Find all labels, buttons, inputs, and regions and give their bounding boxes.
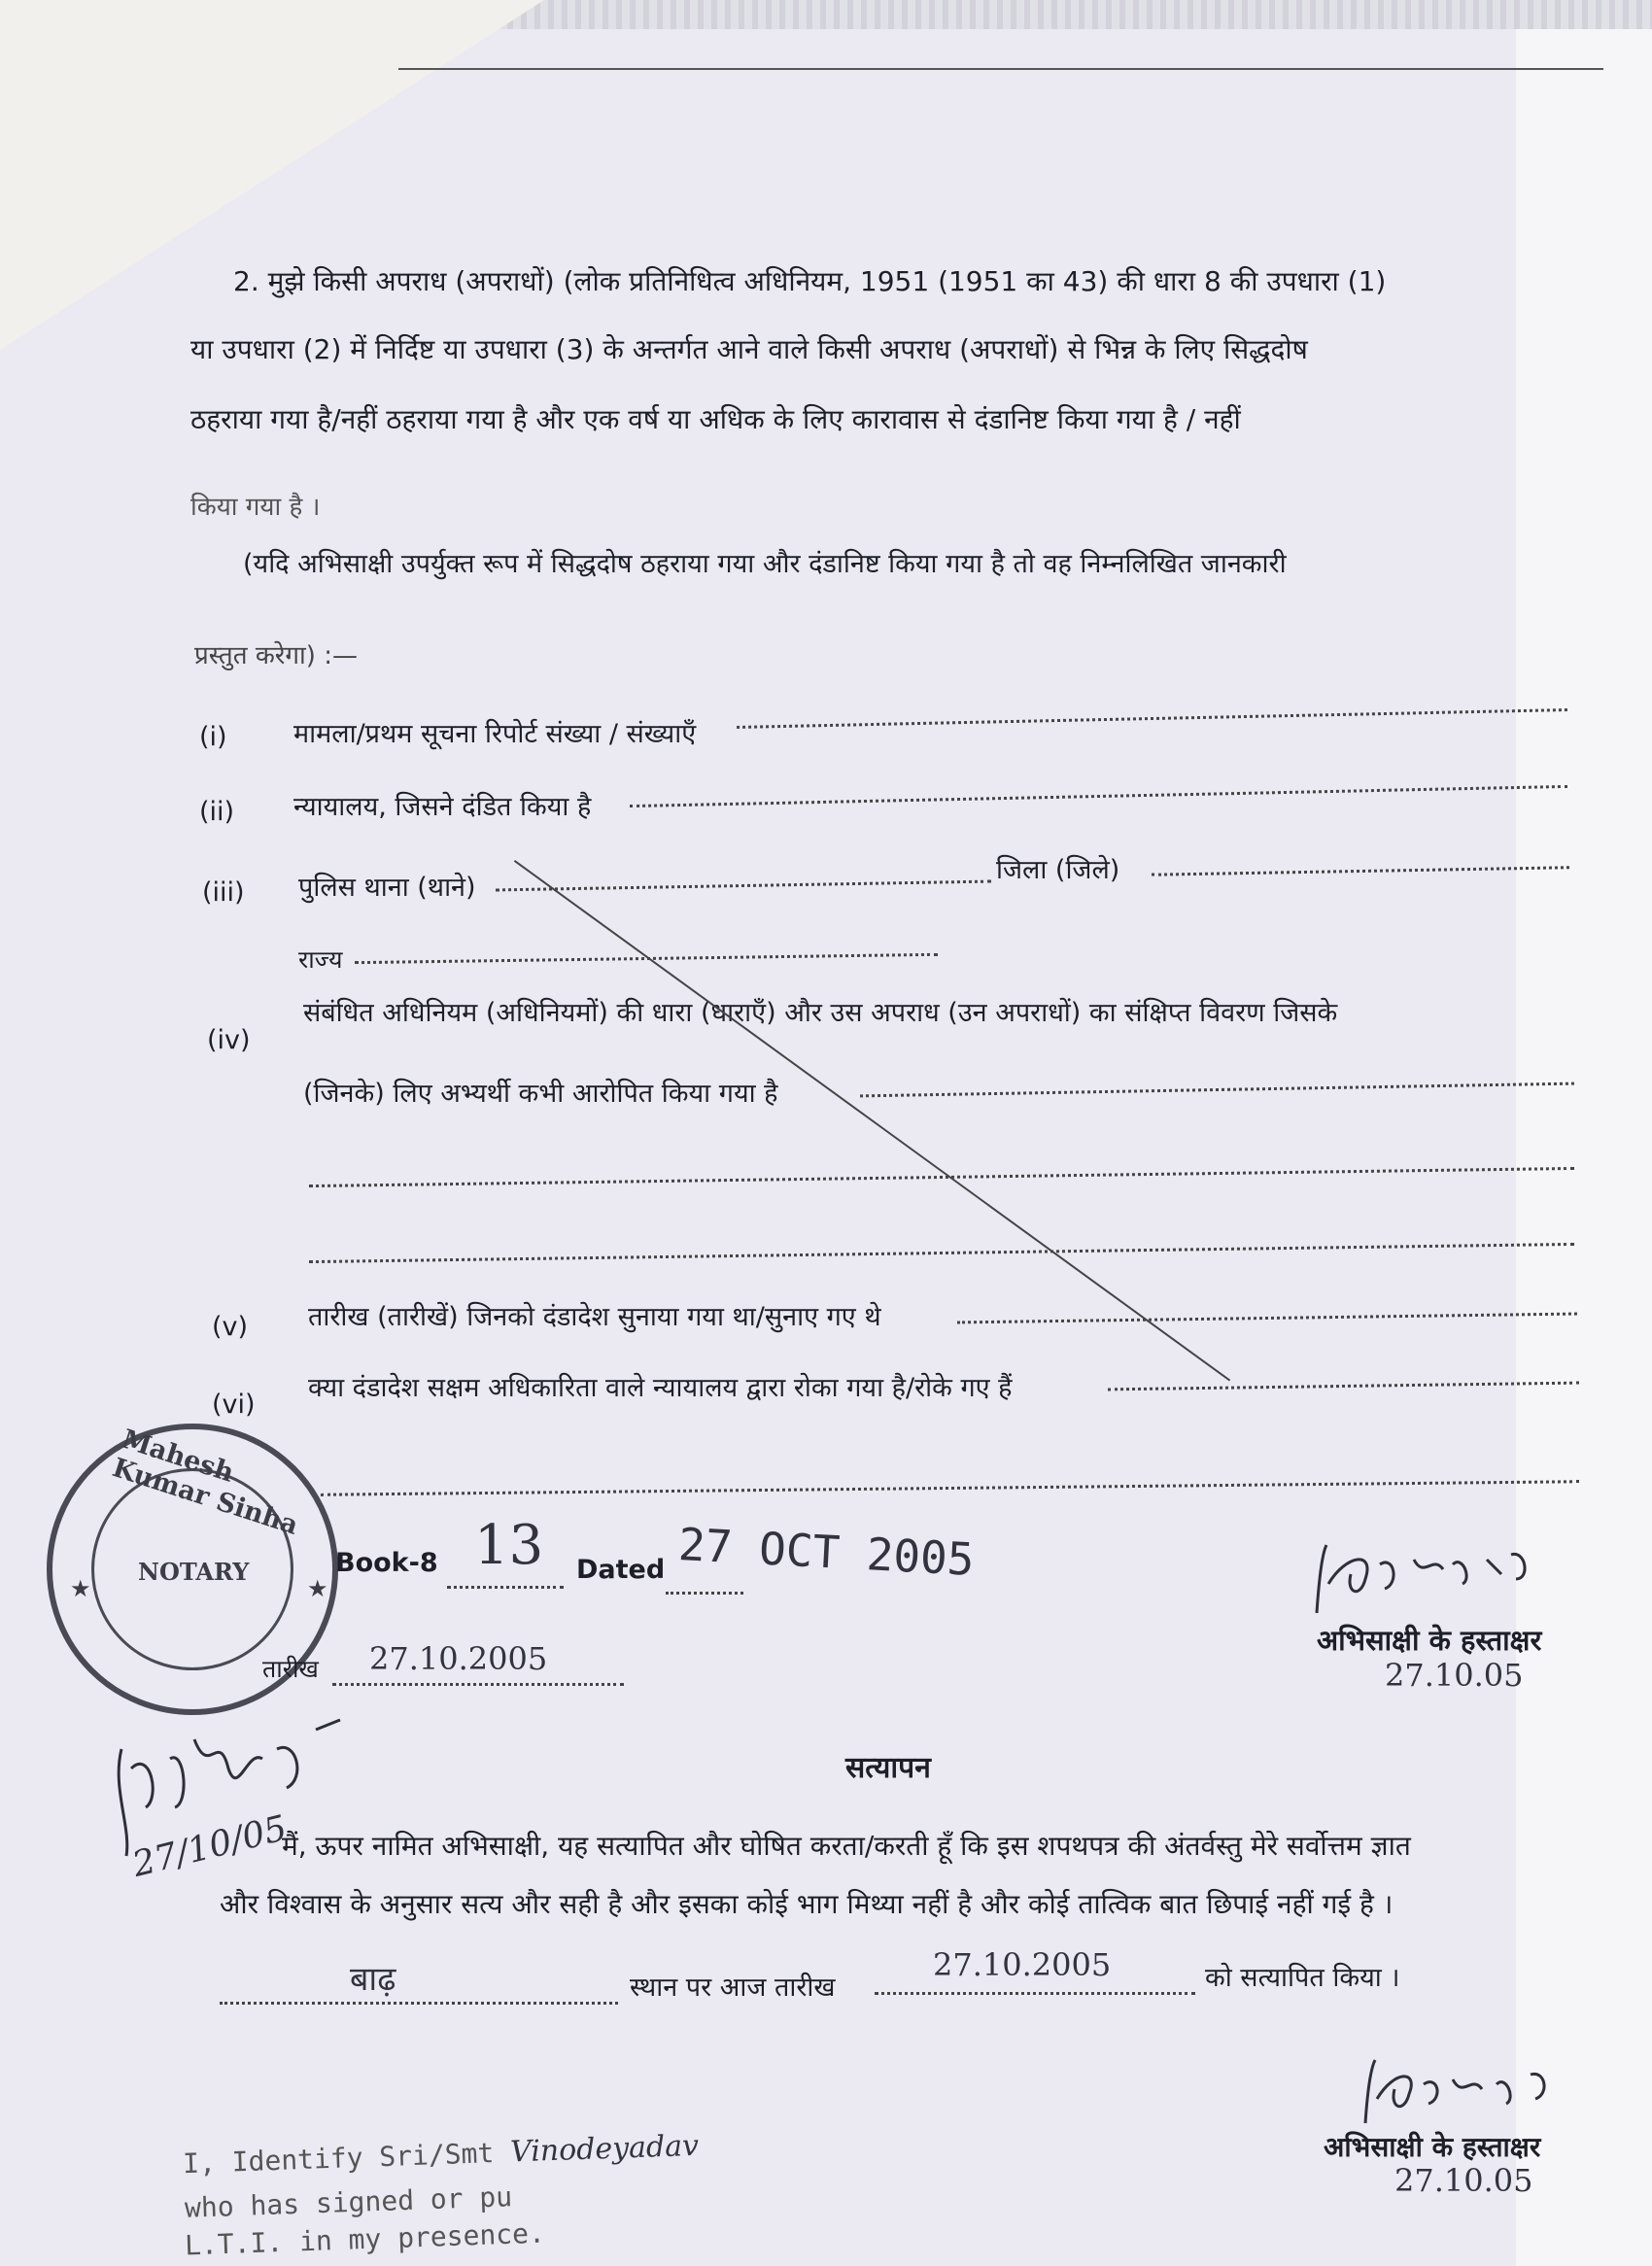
date-label: तारीख [262,1655,319,1683]
item-vi-label: क्या दंडादेश सक्षम अधिकारिता वाले न्यायालय द्वारा रोका गया है/रोके गए हैं [308,1373,1013,1403]
notary-identify-name: Vinodeyadav [509,2128,700,2170]
signature2-date: 27.10.05 [1394,2162,1533,2199]
verification-line2: और विश्वास के अनुसार सत्य और सही है और इसका कोई भाग मिथ्या नहीं है और कोई तात्विक बात छिपाई नहीं गई है । [220,1888,1394,1920]
verification-end-text: को सत्यापित किया । [1205,1963,1400,1993]
verification-place-field [220,2002,618,2005]
item-ii-label: न्यायालय, जिसने दंडित किया है [293,792,592,822]
note-line1: (यदि अभिसाक्षी उपर्युक्त रूप में सिद्धदोष ठहराया गया और दंडानिष्ट किया गया है तो वह निम्नलिखित जानकारी [243,549,1287,579]
book-label: Book-8 [335,1548,438,1578]
item-v-field [957,1313,1577,1324]
item-iv-line1: संबंधित अधिनियम (अधिनियमों) की धारा (धाराएँ) और उस अपराध (उन अपराधों) का संक्षिप्त विवरण जिसके [303,998,1338,1028]
verification-place-text: स्थान पर आज तारीख [630,1973,836,2003]
stamp-star-icon: ★ [70,1575,91,1602]
item-iii-label: पुलिस थाना (थाने) [298,873,476,903]
book-field [447,1586,564,1589]
para2-line3: ठहराया गया है/नहीं ठहराया गया है और एक वर्ष या अधिक के लिए कारावास से दंडानिष्ट किया गया है / नहीं [190,403,1241,435]
item-iii-district-field [1152,866,1569,876]
item-iv-field-3 [309,1243,1574,1263]
para2-line2: या उपधारा (2) में निर्दिष्ट या उपधारा (3) के अन्तर्गत आने वाले किसी अपराध (अपराधों) से भिन्न के लिए सिद्धदोष [190,333,1308,365]
signature1-date: 27.10.05 [1385,1657,1524,1694]
paper-edge [1516,29,1652,2266]
item-v-label: तारीख (तारीखें) जिनको दंडादेश सुनाया गया था/सुनाए गए थे [308,1302,881,1332]
notary-signature-date: 27/10/05 [128,1808,292,1885]
notary-stamp-name: Mahesh Kumar Sinha [108,1424,302,1541]
verification-date-value: 27.10.2005 [933,1946,1112,1983]
verification-place-value: बाढ़ [350,1960,396,1999]
scan-top-strip [466,0,1652,29]
item-i-field [737,708,1567,729]
item-vi-field-2 [321,1480,1579,1496]
deponent-signature-1 [1307,1526,1569,1623]
notary-stamp-title: NOTARY [138,1558,250,1586]
item-iii-number: (iii) [202,877,245,908]
notary-identify-prefix: I, Identify Sri/Smt [182,2137,495,2180]
item-ii-field [630,785,1567,807]
item-iii-district-label: जिला (जिले) [996,855,1120,885]
verification-line1: मैं, ऊपर नामित अभिसाक्षी, यह सत्यापित और घोषित करता/करती हूँ कि इस शपथपत्र की अंतर्वस्तु मेरे सर्वोत्तम ज्ञात [282,1830,1411,1862]
dated-label: Dated [576,1555,666,1585]
item-vi-number: (vi) [212,1390,256,1420]
dated-field [666,1592,743,1595]
item-v-number: (v) [212,1312,249,1342]
date-field [332,1683,624,1686]
notary-identify-line [183,2129,700,2181]
note-line2: प्रस्तुत करेगा) :— [194,641,358,670]
item-i-label: मामला/प्रथम सूचना रिपोर्ट संख्या / संख्याएँ [293,719,697,749]
para2-line1: 2. मुझे किसी अपराध (अपराधों) (लोक प्रतिनिधित्व अधिनियम, 1951 (1951 का 43) की धारा 8 की उपधारा (1) [233,265,1387,297]
date-value: 27.10.2005 [369,1640,548,1677]
item-iii-police-field [496,880,991,892]
notary-presence-line: L.T.I. in my presence. [184,2216,546,2262]
signature1-label: अभिसाक्षी के हस्ताक्षर [1317,1624,1542,1657]
book-number: 13 [474,1514,544,1577]
item-iv-number: (iv) [207,1025,251,1055]
stamp-star-icon: ★ [307,1575,328,1602]
verification-date-field [875,1992,1195,1995]
signature2-label: अभिसाक्षी के हस्ताक्षर [1324,2131,1541,2163]
item-iv-field-1 [860,1082,1574,1098]
deponent-signature-2 [1356,2045,1569,2133]
item-vi-field [1108,1382,1579,1391]
notary-signed-line: who has signed or pu [184,2180,513,2224]
top-rule [398,68,1603,70]
item-iii-state-label: राज्य [298,945,343,974]
dated-stamp: 27 OCT 2005 [676,1518,976,1586]
item-iv-line2: (जिनके) लिए अभ्यर्थी कभी आरोपित किया गया है [303,1079,778,1109]
item-ii-number: (ii) [199,797,235,827]
item-i-number: (i) [199,722,227,752]
para2-line4: किया गया है । [190,493,321,522]
verification-heading: सत्यापन [845,1751,931,1785]
